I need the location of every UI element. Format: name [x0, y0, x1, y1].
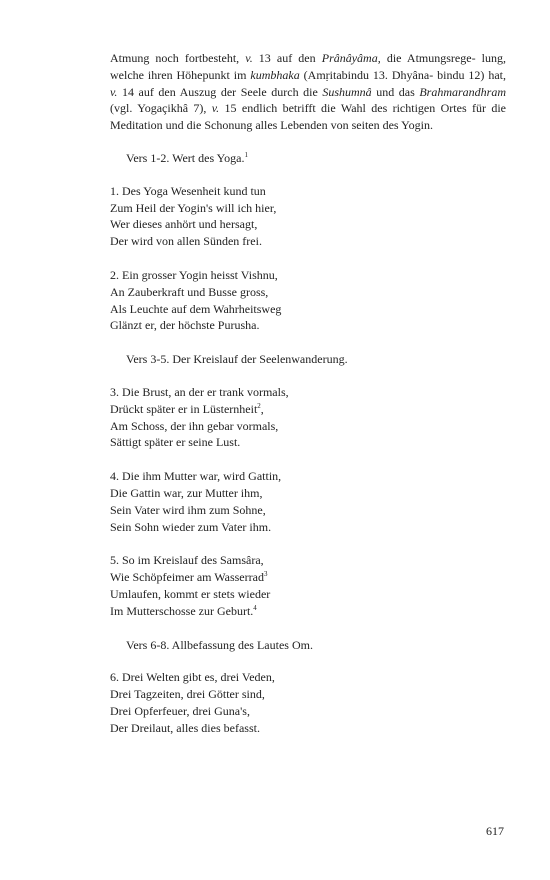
- verse-line: [110, 669, 506, 686]
- verse-line: [110, 552, 506, 569]
- section-heading-text: Vers 3-5. Der Kreislauf der Seelenwanderung.: [126, 352, 348, 367]
- intro-text-run: die Atmungsrege- lung, welche ihren Höhepunkt im: [110, 51, 506, 82]
- verse-line-text: Sättigt später er seine Lust.: [110, 435, 241, 450]
- verse-line: [110, 317, 506, 334]
- section-heading: [126, 637, 506, 654]
- verse-line-text: Wer dieses anhört und hersagt,: [110, 217, 258, 232]
- stanza: [110, 552, 506, 619]
- verse-line-text: 1. Des Yoga Wesenheit kund tun: [110, 183, 266, 198]
- verse-line-text: 5. So im Kreislauf des Samsâra,: [110, 553, 264, 568]
- footnote-marker: 1: [244, 150, 248, 159]
- verse-line-text: Im Mutterschosse zur Geburt.: [110, 603, 254, 618]
- intro-text-run: 15 endlich betrifft die Wahl des richtigen Ortes für die Meditation und die Schonung alles Lebenden von seiten des Yogin.: [110, 101, 506, 133]
- intro-text-run: 14 auf den Auszug der Seele durch die: [117, 84, 323, 99]
- stanza: [110, 267, 506, 334]
- verse-line: [110, 586, 506, 603]
- verse-line-text: 6. Drei Welten gibt es, drei Veden,: [110, 670, 275, 685]
- intro-italic-run: kumbhaka: [250, 67, 300, 82]
- verse-line-text: Drückt später er in Lüsternheit: [110, 401, 258, 416]
- verse-line-text: Drei Opferfeuer, drei Guna's,: [110, 703, 250, 718]
- verse-line: [110, 284, 506, 301]
- verse-line: [110, 418, 506, 435]
- footnote-marker: 4: [253, 603, 257, 612]
- verse-line-text: Umlaufen, kommt er stets wieder: [110, 586, 271, 601]
- intro-italic-run: v.: [110, 84, 118, 99]
- verse-line-text: Am Schoss, der ihn gebar vormals,: [110, 418, 279, 433]
- intro-italic-run: Sushumnâ: [322, 84, 372, 99]
- verse-line: [110, 301, 506, 318]
- verse-line-text: Drei Tagzeiten, drei Götter sind,: [110, 687, 265, 702]
- intro-italic-run: v.: [211, 101, 220, 116]
- intro-italic-run: v.: [245, 51, 253, 65]
- verse-line-text: 2. Ein grosser Yogin heisst Vishnu,: [110, 267, 278, 282]
- page-body: [110, 50, 506, 754]
- stanza: [110, 669, 506, 736]
- verse-line: [110, 686, 506, 703]
- verse-line: [110, 485, 506, 502]
- intro-text-run: (vgl. Yogaçikhâ 7),: [110, 101, 212, 116]
- intro-paragraph: [110, 50, 506, 134]
- intro-text-run: und das: [371, 84, 420, 99]
- section-heading: [126, 150, 506, 167]
- verse-line-text: Sein Sohn wieder zum Vater ihm.: [110, 519, 272, 534]
- intro-italic-run: Prânâyâma,: [321, 51, 381, 65]
- footnote-marker: 2: [257, 401, 261, 410]
- stanza: [110, 183, 506, 250]
- verse-line: [110, 384, 506, 401]
- verse-line: [110, 267, 506, 284]
- verse-line-text: Sein Vater wird ihm zum Sohne,: [110, 502, 266, 517]
- verse-line: [110, 502, 506, 519]
- verse-sections: [110, 150, 506, 737]
- verse-line-text: Der wird von allen Sünden frei.: [110, 234, 262, 249]
- verse-line-text: 4. Die ihm Mutter war, wird Gattin,: [110, 469, 282, 484]
- stanza: [110, 468, 506, 535]
- verse-line: [110, 233, 506, 250]
- footnote-marker: 3: [263, 570, 268, 579]
- verse-line: [110, 401, 506, 418]
- verse-line: [110, 468, 506, 485]
- section-heading-text: Vers 6-8. Allbefassung des Lautes Om.: [126, 637, 313, 652]
- section-heading: [126, 351, 506, 368]
- verse-line: [110, 569, 506, 586]
- verse-line-punctuation: ,: [260, 401, 264, 416]
- verse-line: [110, 216, 506, 233]
- verse-line-text: Wie Schöpfeimer am Wasserrad: [110, 570, 264, 585]
- verse-line: [110, 603, 506, 620]
- verse-line-text: Als Leuchte auf dem Wahrheitsweg: [110, 301, 282, 316]
- page-number: 617: [486, 824, 504, 838]
- verse-line-text: Die Gattin war, zur Mutter ihm,: [110, 485, 263, 500]
- verse-line: [110, 720, 506, 737]
- intro-italic-run: Brahmarandhram: [419, 84, 506, 99]
- verse-line-text: Glänzt er, der höchste Purusha.: [110, 318, 260, 333]
- verse-line: [110, 200, 506, 217]
- verse-line-text: 3. Die Brust, an der er trank vormals,: [110, 384, 289, 399]
- section-heading-text: Vers 1-2. Wert des Yoga.: [126, 150, 245, 165]
- verse-line-text: Zum Heil der Yogin's will ich hier,: [110, 200, 277, 215]
- verse-line-text: An Zauberkraft und Busse gross,: [110, 284, 269, 299]
- verse-line: [110, 703, 506, 720]
- verse-line: [110, 519, 506, 536]
- verse-line: [110, 183, 506, 200]
- intro-text-run: Atmung noch fortbesteht,: [110, 51, 246, 65]
- stanza: [110, 384, 506, 451]
- intro-text-run: (Amṛitabindu 13. Dhyâna- bindu 12) hat,: [299, 67, 507, 82]
- verse-line: [110, 434, 506, 451]
- intro-text-run: 13 auf den: [252, 51, 322, 65]
- verse-line-text: Der Dreilaut, alles dies befasst.: [110, 720, 260, 735]
